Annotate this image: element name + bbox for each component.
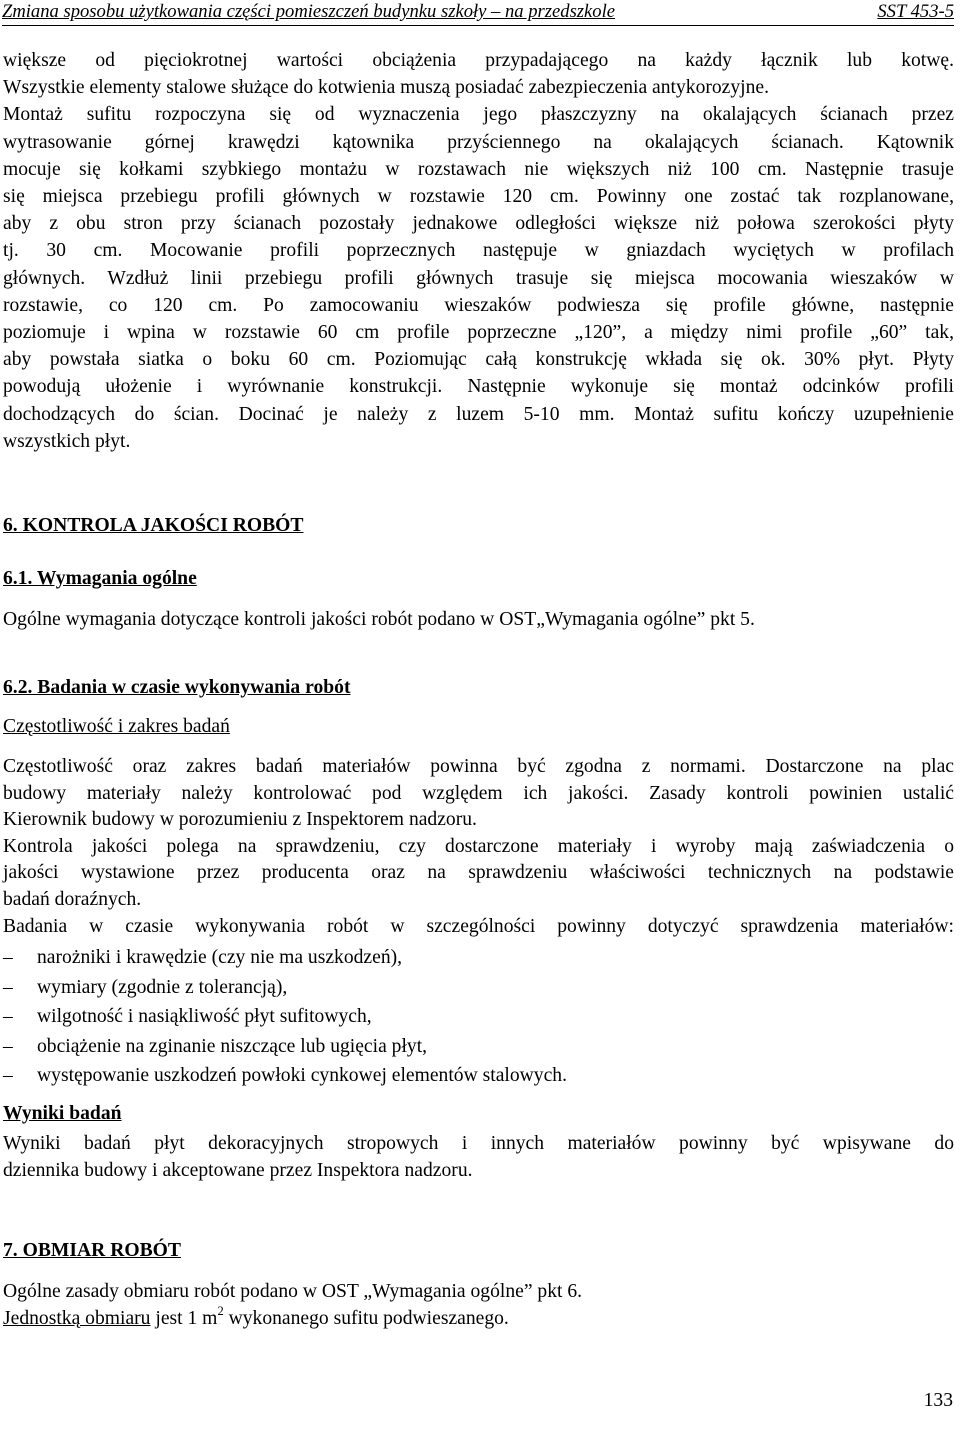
- header-code: SST 453-5: [877, 1, 954, 22]
- text-line: Wyniki badań płyt dekoracyjnych stropowych i innych materiałów powinny być wpisywane do: [3, 1133, 954, 1154]
- frequency-heading: Częstotliwość i zakres badań: [3, 716, 230, 737]
- text-line: Kontrola jakości polega na sprawdzeniu, czy dostarczone materiały i wyroby mają zaświadczenia o: [3, 835, 954, 857]
- dash-bullet: –: [3, 1035, 13, 1057]
- text-line: wytrasowanie górnej krawędzi kątownika przyściennego na okalających ścianach. Kątownik: [3, 131, 954, 153]
- section-6-2-heading: 6.2. Badania w czasie wykonywania robót: [3, 677, 351, 698]
- section-6-heading: 6. KONTROLA JAKOŚCI ROBÓT: [3, 515, 304, 536]
- list-item-text: wymiary (zgodnie z tolerancją),: [37, 976, 288, 998]
- text-line: aby z obu stron przy ścianach pozostały jednakowe odległości większe niż połowa szerokości płyty: [3, 213, 954, 235]
- list-item-text: obciążenie na zginanie niszczące lub ugięcia płyt,: [37, 1035, 428, 1057]
- text-line: się miejsca przebiegu profili głównych w rozstawie 120 cm. Powinny one zostać tak rozplanowane,: [3, 186, 954, 207]
- text-line: dziennika budowy i akceptowane przez Inspektora nadzoru.: [3, 1160, 473, 1181]
- page-number: 133: [923, 1390, 953, 1411]
- text-line: rozstawie, co 120 cm. Po zamocowaniu wieszaków podwiesza się profile główne, następnie: [3, 294, 954, 316]
- text-line: Badania w czasie wykonywania robót w szczególności powinny dotyczyć sprawdzenia materiałów:: [3, 915, 954, 937]
- dash-bullet: –: [3, 1006, 13, 1027]
- list-item: [3, 1036, 427, 1058]
- list-item: [3, 1006, 372, 1028]
- text-line: budowy materiały należy kontrolować pod względem ich jakości. Zasady kontroli powinien ustalić: [3, 782, 954, 804]
- list-item: [3, 947, 402, 969]
- measurement-unit-pre: jest 1 m: [150, 1308, 218, 1329]
- text-line: jakości wystawione przez producenta oraz na sprawdzeniu właściwości technicznych na podstawie: [3, 862, 954, 884]
- text-line: powodują ułożenie i wyrównanie konstrukcji. Następnie wykonuje się montaż odcinków profili: [3, 376, 954, 398]
- results-heading: Wyniki badań: [3, 1103, 122, 1124]
- measurement-unit-label: Jednostką obmiaru: [3, 1308, 151, 1329]
- header-rule: [2, 25, 954, 26]
- list-item-text: występowanie uszkodzeń powłoki cynkowej elementów stalowych.: [37, 1065, 567, 1086]
- text-line: głównych. Wzdłuż linii przebiegu profili głównych trasuje się miejsca mocowania wieszaków w: [3, 267, 954, 289]
- measurement-unit-post: wykonanego sufitu podwieszanego.: [223, 1308, 509, 1329]
- section-6-1-heading: 6.1. Wymagania ogólne: [3, 568, 197, 589]
- measurement-unit-sup: 2: [217, 1304, 224, 1318]
- list-item-text: wilgotność i nasiąkliwość płyt sufitowych,: [37, 1006, 372, 1027]
- text-line: Montaż sufitu rozpoczyna się od wyznaczenia jego płaszczyzny na okalających ścianach przez: [3, 104, 954, 126]
- text-line: Częstotliwość oraz zakres badań materiałów powinna być zgodna z normami. Dostarczone na plac: [3, 756, 954, 777]
- list-item: [3, 977, 287, 999]
- section-7-heading: 7. OBMIAR ROBÓT: [3, 1240, 181, 1261]
- dash-bullet: –: [3, 1065, 13, 1086]
- dash-bullet: –: [3, 947, 13, 968]
- text-line: Kierownik budowy w porozumieniu z Inspektorem nadzoru.: [3, 809, 477, 831]
- text-line: mocuje się kołkami szybkiego montażu w rozstawach nie większych niż 100 cm. Następnie trasuje: [3, 158, 954, 180]
- text-line: Wszystkie elementy stalowe służące do kotwienia muszą posiadać zabezpieczenia antykorozyjne.: [3, 77, 770, 99]
- list-item: [3, 1065, 567, 1087]
- measurement-unit-line: [3, 1304, 509, 1330]
- page-header: [2, 0, 954, 24]
- text-line: aby powstała siatka o boku 60 cm. Poziomując całą konstrukcję wkłada się ok. 30% płyt. Płyty: [3, 349, 954, 371]
- list-item-text: narożniki i krawędzie (czy nie ma uszkodzeń),: [37, 947, 403, 968]
- dash-bullet: –: [3, 976, 13, 998]
- text-line: tj. 30 cm. Mocowanie profili poprzecznych następuje w gniazdach wyciętych w profilach: [3, 240, 954, 262]
- header-title: Zmiana sposobu użytkowania części pomieszczeń budynku szkoły – na przedszkole: [2, 1, 616, 22]
- text-line: poziomuje i wpina w rozstawie 60 cm profile poprzeczne „120”, a między nimi profile „60” tak,: [3, 322, 954, 343]
- text-line: badań doraźnych.: [3, 889, 142, 910]
- section-6-1-text: Ogólne wymagania dotyczące kontroli jakości robót podano w OST„Wymagania ogólne” pkt 5.: [3, 609, 755, 630]
- text-line: dochodzących do ścian. Docinać je należy z luzem 5-10 mm. Montaż sufitu kończy uzupełnienie: [3, 403, 954, 425]
- text-line: wszystkich płyt.: [3, 430, 131, 452]
- text-line: większe od pięciokrotnej wartości obciążenia przypadającego na każdy łącznik lub kotwę.: [3, 50, 954, 71]
- section-7-text: Ogólne zasady obmiaru robót podano w OST „Wymagania ogólne” pkt 6.: [3, 1281, 583, 1302]
